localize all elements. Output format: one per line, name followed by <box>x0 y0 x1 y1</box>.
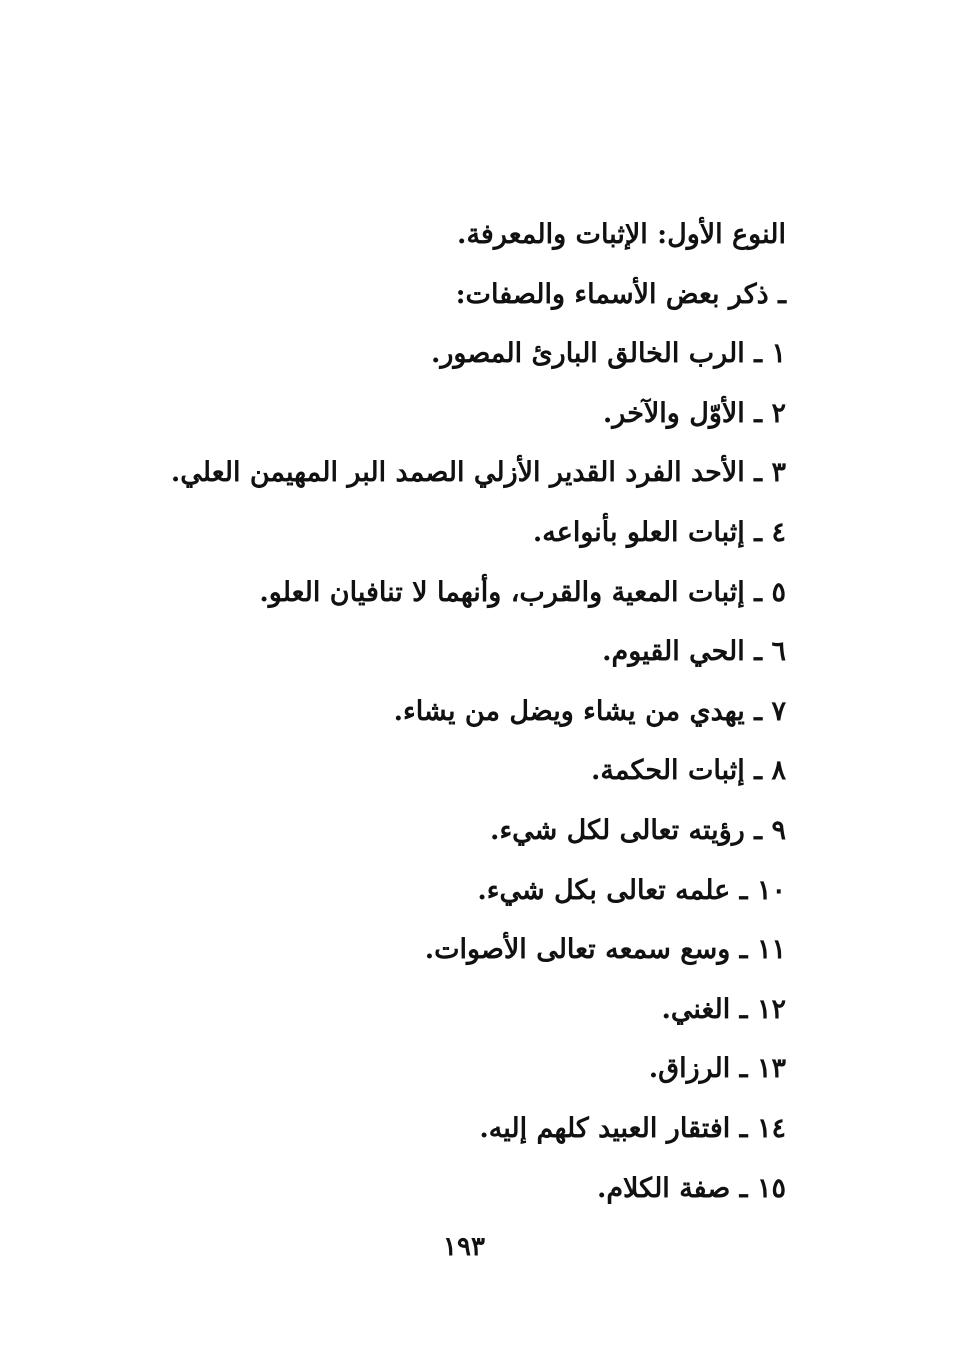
list-item: ١٠ ـ علمه تعالى بكل شيء. <box>477 874 786 906</box>
page-number-container <box>0 1232 964 1262</box>
list-item: ٨ ـ إثبات الحكمة. <box>591 755 786 787</box>
page-number: ١٩٣ <box>443 1232 485 1262</box>
list-item: ١٤ ـ افتقار العبيد كلهم إليه. <box>479 1112 786 1144</box>
list-item: ٥ ـ إثبات المعية والقرب، وأنهما لا تنافيان العلو. <box>259 576 786 608</box>
list-item: ٢ ـ الأوّل والآخر. <box>602 397 786 429</box>
list-item: ١٢ ـ الغني. <box>661 993 786 1025</box>
list-item: ٦ ـ الحي القيوم. <box>602 636 786 668</box>
subsection-heading: ـ ذكر بعض الأسماء والصفات: <box>455 278 786 310</box>
section-heading: النوع الأول: الإثبات والمعرفة. <box>457 219 786 250</box>
list-item: ٣ ـ الأحد الفرد القدير الأزلي الصمد البر المهيمن العلي. <box>170 457 786 489</box>
list-item: ٤ ـ إثبات العلو بأنواعه. <box>532 516 786 548</box>
list-item: ١٥ ـ صفة الكلام. <box>596 1172 786 1204</box>
list-item: ١١ ـ وسع سمعه تعالى الأصوات. <box>424 934 786 966</box>
list-item: ٧ ـ يهدي من يشاء ويضل من يشاء. <box>393 695 786 727</box>
list-item: ١٣ ـ الرزاق. <box>648 1053 786 1085</box>
list-item: ١ ـ الرب الخالق البارئ المصور. <box>430 338 786 370</box>
list-item: ٩ ـ رؤيته تعالى لكل شيء. <box>490 814 786 846</box>
text-body <box>170 205 786 1218</box>
